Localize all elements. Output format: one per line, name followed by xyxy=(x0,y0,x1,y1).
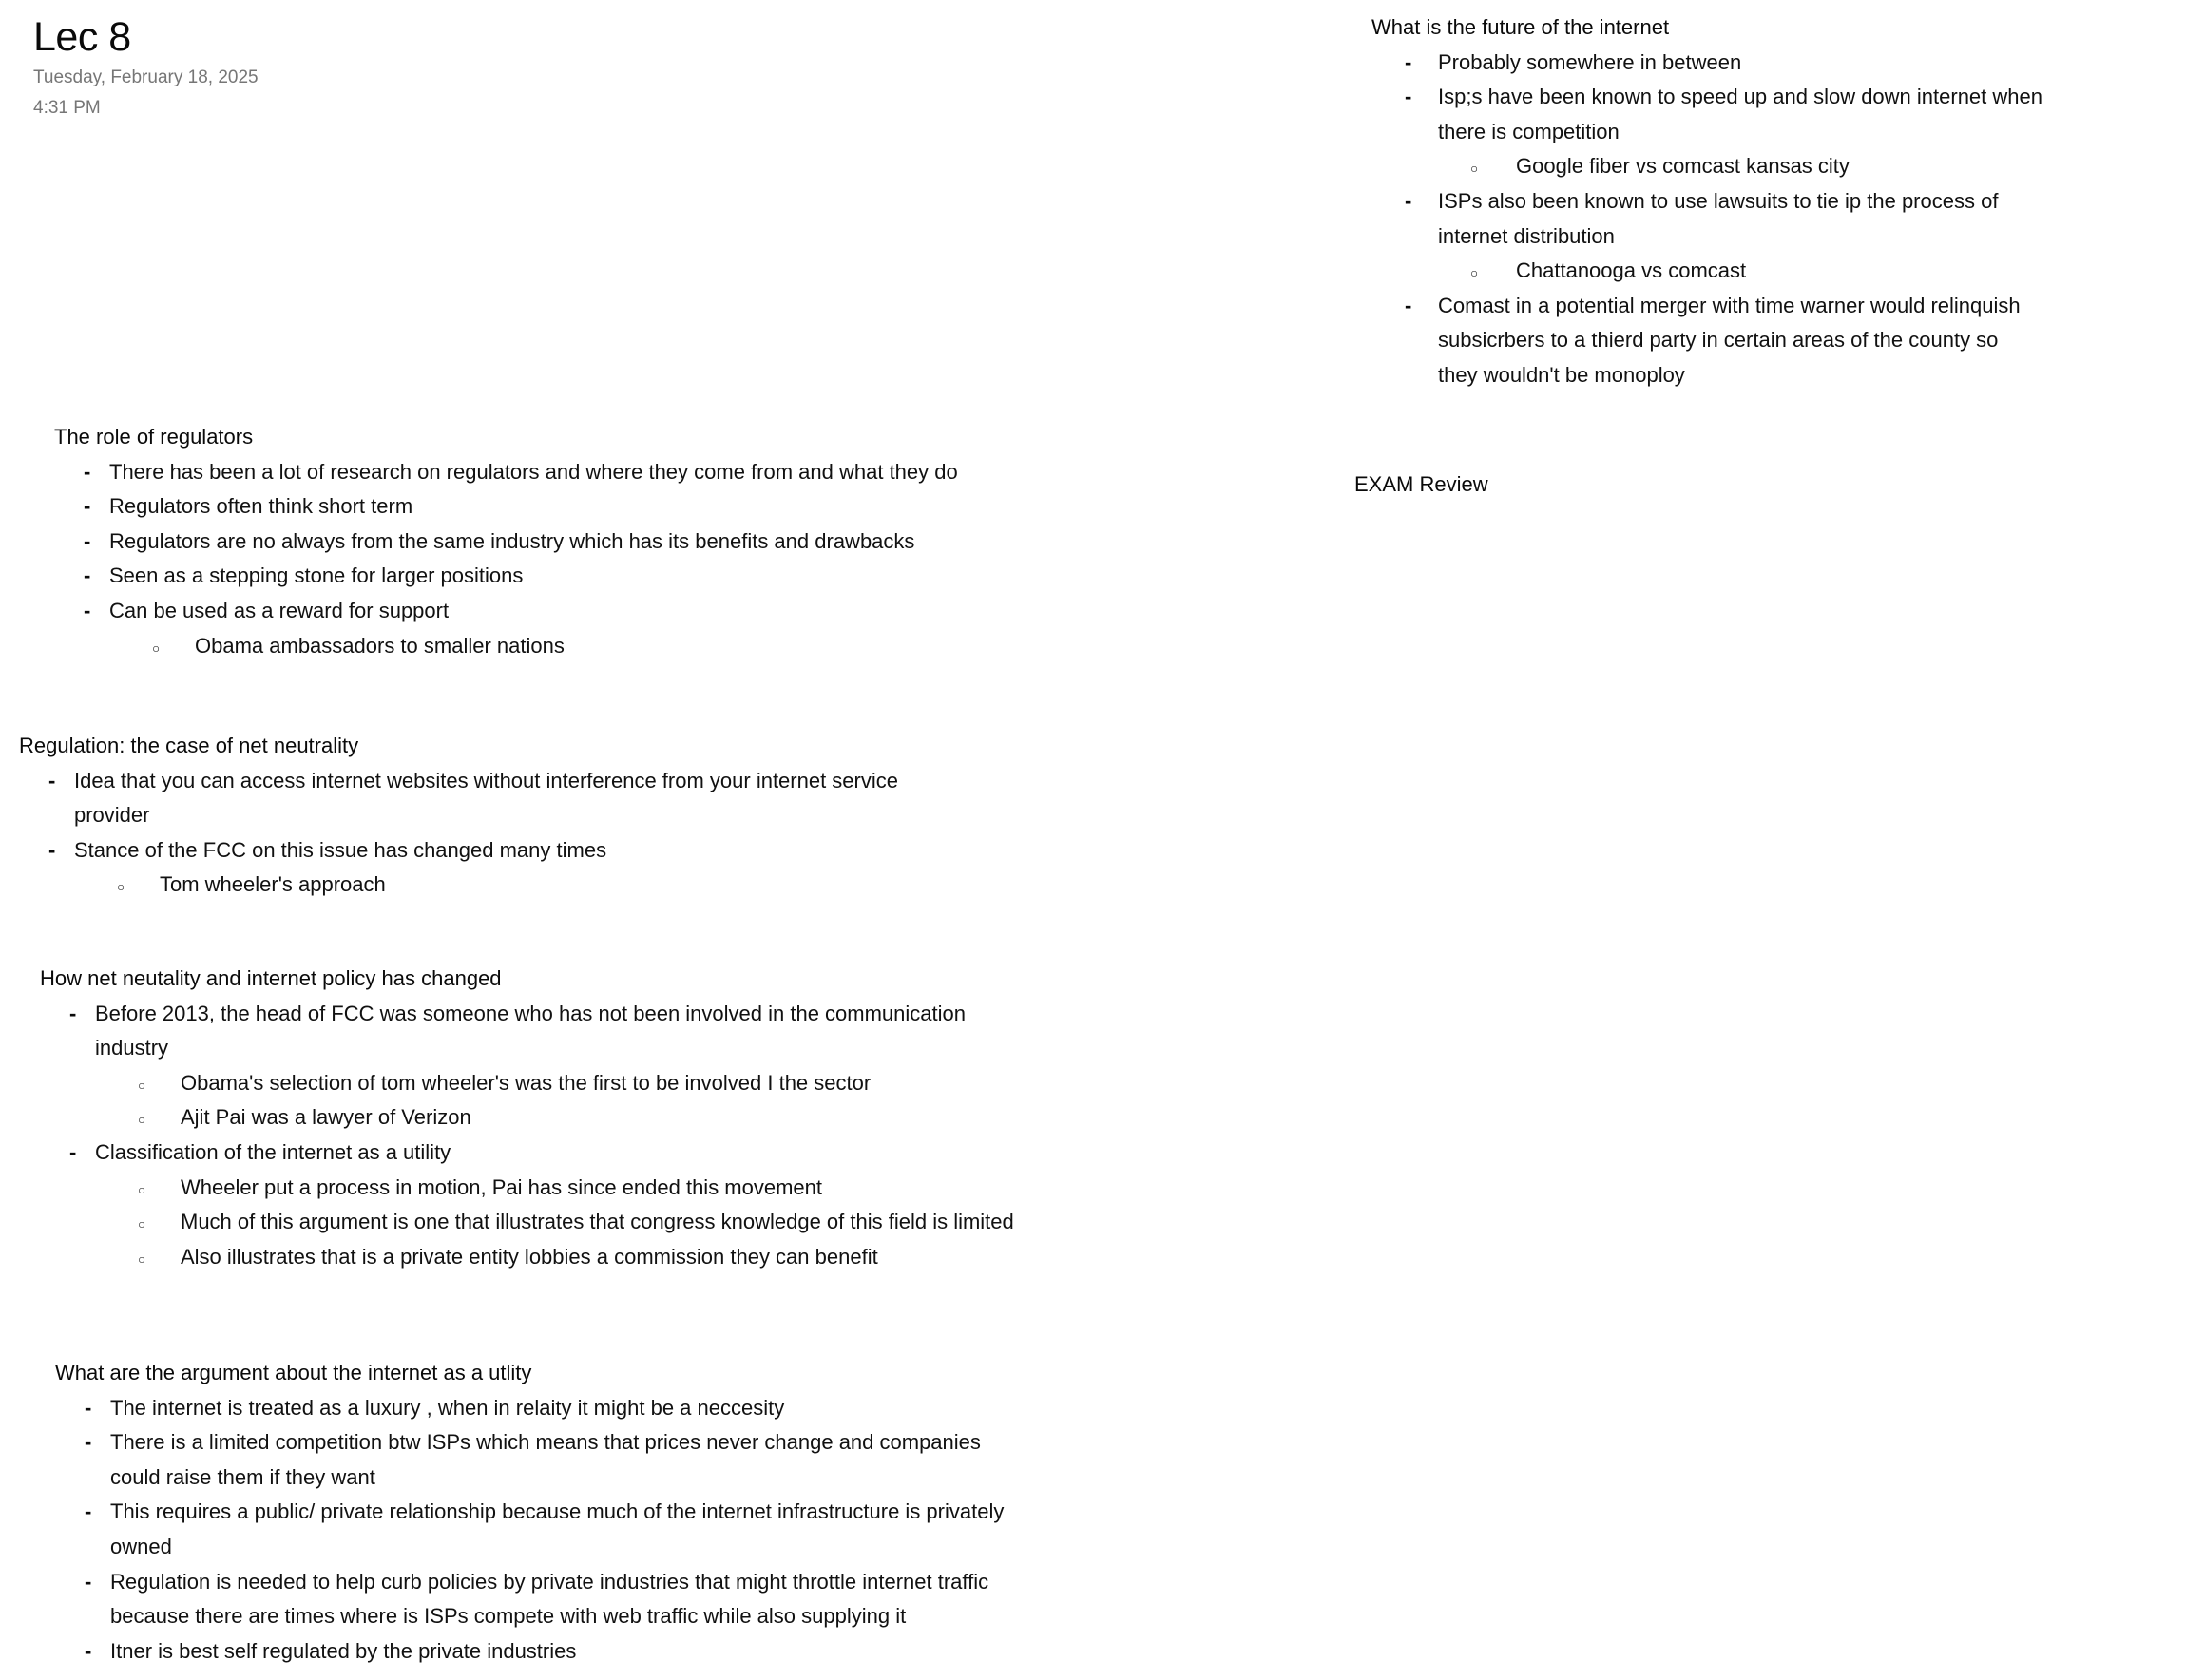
creation-time: 4:31 PM xyxy=(33,98,101,118)
note-text: Regulators are no always from the same industry which has its benefits and drawbacks xyxy=(109,528,915,553)
note-line xyxy=(40,1171,1014,1206)
note-text: industry xyxy=(95,1036,169,1060)
note-line xyxy=(54,594,958,629)
note-text: Itner is best self regulated by the private industries xyxy=(110,1638,577,1663)
note-text: because there are times where is ISPs compete with web traffic while also supplying it xyxy=(110,1604,907,1629)
note-text: Stance of the FCC on this issue has changed many times xyxy=(74,837,607,862)
note-line xyxy=(19,833,898,869)
bullet-dash: - xyxy=(85,1638,92,1663)
note-line xyxy=(40,997,1014,1032)
note-text: owned xyxy=(110,1534,172,1558)
note-text: Regulation is needed to help curb policies by private industries that might throttle internet traffic xyxy=(110,1569,989,1594)
note-line xyxy=(55,1495,1004,1530)
note-text: Obama's selection of tom wheeler's was the first to be involved I the sector xyxy=(181,1070,872,1095)
note-line xyxy=(1371,80,2042,115)
note-line xyxy=(1371,184,2042,220)
bullet-dash: - xyxy=(85,1499,92,1524)
note-text: they wouldn't be monoploy xyxy=(1438,362,1685,387)
note-line-continuation xyxy=(1371,115,2042,150)
note-text: Much of this argument is one that illustrates that congress knowledge of this field is limited xyxy=(181,1210,1014,1234)
note-text: Google fiber vs comcast kansas city xyxy=(1516,154,1850,179)
note-line xyxy=(40,1240,1014,1275)
note-line xyxy=(54,525,958,560)
note-line xyxy=(54,489,958,525)
bullet-dash: - xyxy=(84,528,91,553)
note-line-continuation xyxy=(1371,220,2042,255)
note-line xyxy=(54,559,958,594)
note-text: Probably somewhere in between xyxy=(1438,49,1742,74)
bullet-dash: - xyxy=(1405,188,1412,213)
section-heading: What are the argument about the internet as a utlity xyxy=(55,1361,532,1384)
note-text: subsicrbers to a thierd party in certain areas of the county so xyxy=(1438,328,1999,353)
section-internet-utility-arguments xyxy=(55,1356,1004,1669)
note-line xyxy=(55,1425,1004,1460)
note-line-continuation xyxy=(55,1599,1004,1634)
note-text: Idea that you can access internet websites without interference from your internet service xyxy=(74,768,898,792)
note-line xyxy=(55,1565,1004,1600)
note-line-continuation xyxy=(55,1530,1004,1565)
section-exam-review xyxy=(1354,468,1488,503)
note-text: Wheeler put a process in motion, Pai has since ended this movement xyxy=(181,1174,823,1199)
note-line-continuation xyxy=(1371,358,2042,393)
bullet-dash: - xyxy=(85,1395,92,1420)
title-block xyxy=(33,11,259,124)
section-future-of-internet xyxy=(1371,10,2042,393)
note-line-continuation xyxy=(40,1031,1014,1066)
note-text: Also illustrates that is a private entity lobbies a commission they can benefit xyxy=(181,1244,878,1269)
bullet-dash: - xyxy=(84,494,91,519)
note-text: internet distribution xyxy=(1438,223,1615,248)
bullet-dash: - xyxy=(1405,85,1412,109)
note-line xyxy=(19,764,898,799)
note-line xyxy=(1371,289,2042,324)
note-text: provider xyxy=(74,803,150,828)
section-heading: EXAM Review xyxy=(1354,472,1488,496)
note-text: The internet is treated as a luxury , when in relaity it might be a neccesity xyxy=(110,1395,785,1420)
bullet-dash: - xyxy=(1405,49,1412,74)
note-text: Seen as a stepping stone for larger positions xyxy=(109,563,524,588)
note-text: Ajit Pai was a lawyer of Verizon xyxy=(181,1105,471,1130)
note-line-continuation xyxy=(19,798,898,833)
note-line xyxy=(54,629,958,664)
bullet-dash: - xyxy=(85,1569,92,1594)
bullet-dash: - xyxy=(85,1430,92,1455)
bullet-circle: ○ xyxy=(1470,266,1479,281)
note-line xyxy=(40,1100,1014,1136)
note-line-continuation xyxy=(55,1460,1004,1496)
note-text: Classification of the internet as a utility xyxy=(95,1139,451,1164)
section-heading: What is the future of the internet xyxy=(1371,15,1670,39)
bullet-circle: ○ xyxy=(138,1251,146,1267)
bullet-circle: ○ xyxy=(138,1078,146,1093)
note-text: There is a limited competition btw ISPs which means that prices never change and companies xyxy=(110,1430,981,1455)
note-text: Isp;s have been known to speed up and slow down internet when xyxy=(1438,85,2042,109)
bullet-circle: ○ xyxy=(138,1182,146,1197)
bullet-dash: - xyxy=(48,837,56,862)
note-text: There has been a lot of research on regulators and where they come from and what they do xyxy=(109,459,958,484)
bullet-dash: - xyxy=(69,1139,77,1164)
bullet-circle: ○ xyxy=(152,640,161,656)
section-heading: Regulation: the case of net neutrality xyxy=(19,734,359,757)
note-line xyxy=(55,1634,1004,1670)
note-text: there is competition xyxy=(1438,119,1620,143)
note-text: Obama ambassadors to smaller nations xyxy=(195,633,565,658)
note-line xyxy=(1371,254,2042,289)
bullet-dash: - xyxy=(84,563,91,588)
note-line xyxy=(1371,149,2042,184)
page-title[interactable]: Lec 8 xyxy=(33,14,131,60)
note-line xyxy=(40,1066,1014,1101)
note-text: This requires a public/ private relationship because much of the internet infrastructure is privately xyxy=(110,1499,1005,1524)
bullet-dash: - xyxy=(84,459,91,484)
note-text: Tom wheeler's approach xyxy=(160,872,386,897)
bullet-dash: - xyxy=(48,768,56,792)
bullet-dash: - xyxy=(1405,293,1412,317)
note-text: Before 2013, the head of FCC was someone who has not been involved in the communication xyxy=(95,1001,966,1025)
bullet-dash: - xyxy=(69,1001,77,1025)
section-net-neutrality-policy-change xyxy=(40,962,1014,1274)
bullet-circle: ○ xyxy=(138,1217,146,1232)
note-line xyxy=(19,868,898,903)
bullet-dash: - xyxy=(84,598,91,622)
section-heading: How net neutality and internet policy has changed xyxy=(40,966,502,990)
note-text: ISPs also been known to use lawsuits to tie ip the process of xyxy=(1438,188,1999,213)
note-text: Comast in a potential merger with time warner would relinquish xyxy=(1438,293,2021,317)
bullet-circle: ○ xyxy=(138,1113,146,1128)
note-line-continuation xyxy=(1371,323,2042,358)
note-line xyxy=(40,1205,1014,1240)
creation-date: Tuesday, February 18, 2025 xyxy=(33,67,259,87)
section-role-of-regulators xyxy=(54,420,958,663)
note-line xyxy=(40,1136,1014,1171)
note-line xyxy=(1371,46,2042,81)
note-text: Regulators often think short term xyxy=(109,494,413,519)
note-text: Can be used as a reward for support xyxy=(109,598,450,622)
section-heading: The role of regulators xyxy=(54,425,254,449)
note-line xyxy=(55,1391,1004,1426)
note-line xyxy=(54,455,958,490)
bullet-circle: ○ xyxy=(1470,162,1479,177)
bullet-circle: ○ xyxy=(117,880,125,895)
section-net-neutrality-regulation xyxy=(19,729,898,903)
note-text: could raise them if they want xyxy=(110,1464,375,1489)
note-text: Chattanooga vs comcast xyxy=(1516,258,1747,283)
